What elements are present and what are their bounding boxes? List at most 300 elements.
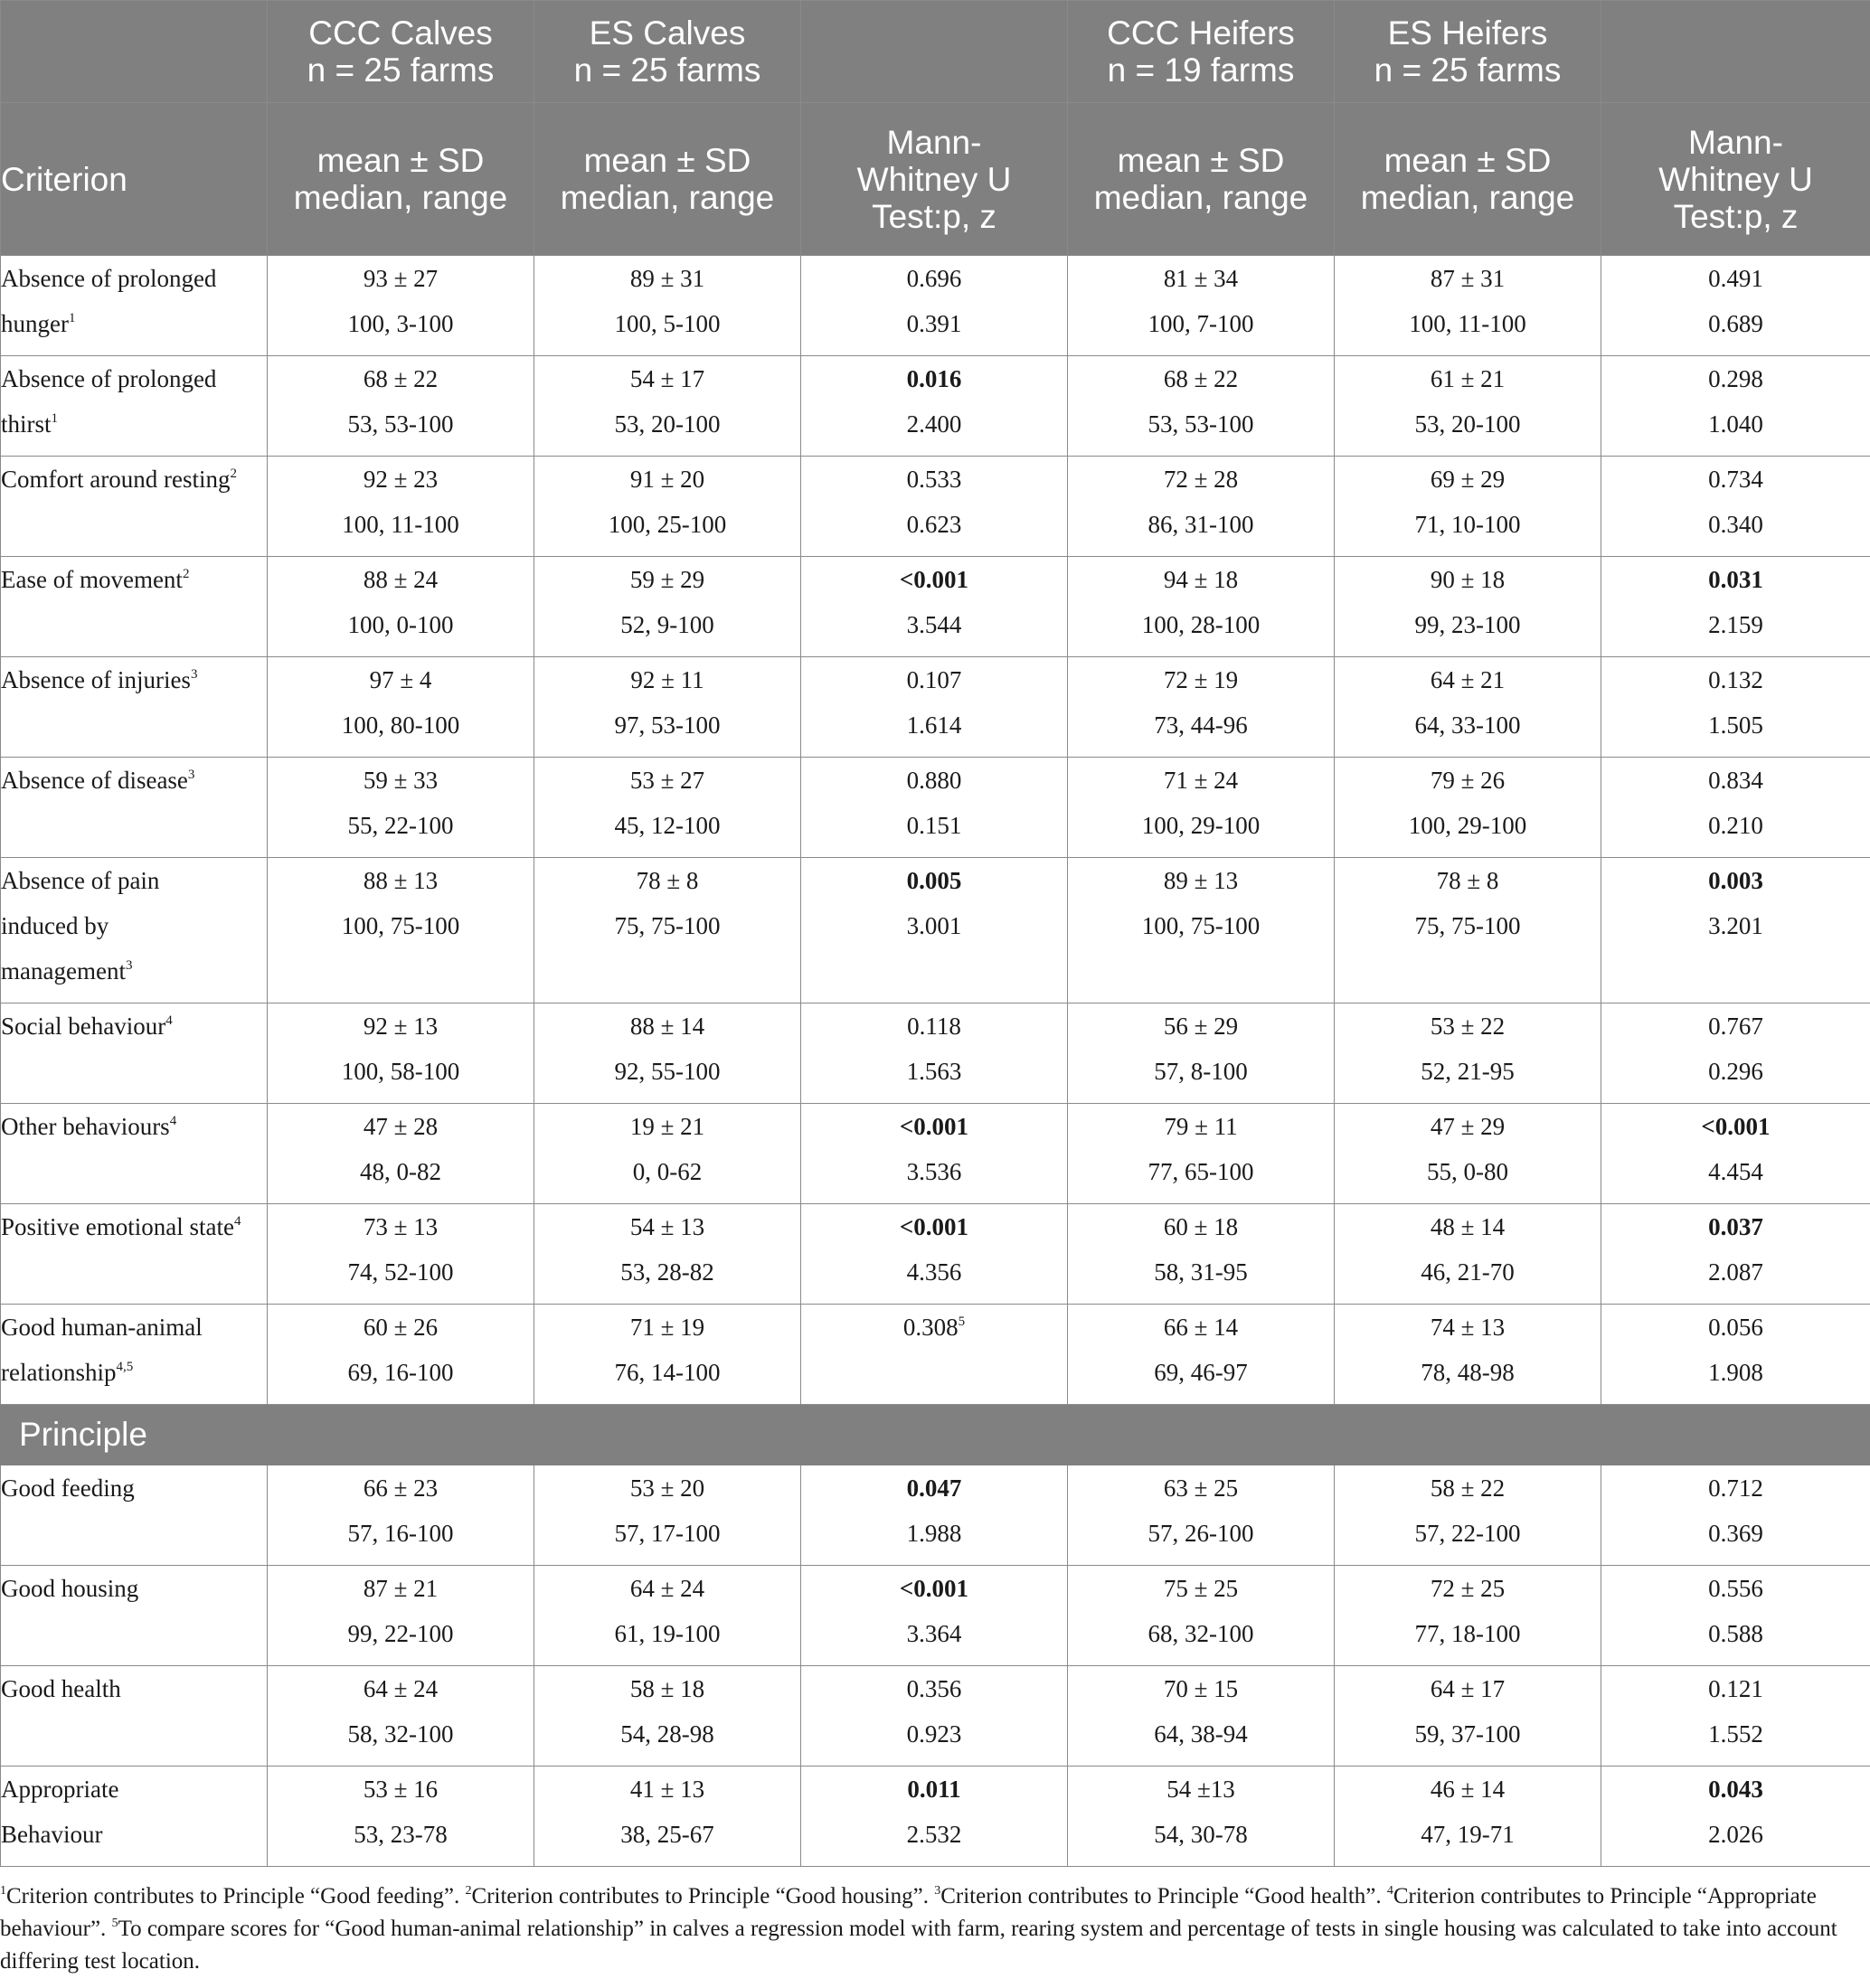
stat-cell <box>268 1566 534 1666</box>
group-header-ccc-heifers: CCC Heifers n = 19 farms <box>1068 1 1335 103</box>
z-value: 0.623 <box>906 511 962 538</box>
median-range: 100, 80-100 <box>341 711 460 739</box>
footnote-marker: 4 <box>169 1114 177 1128</box>
mean-sd: 41 ± 13 <box>629 1776 705 1803</box>
row-label <box>1 758 268 858</box>
mean-sd: 87 ± 31 <box>1430 265 1506 292</box>
mean-sd: 88 ± 14 <box>629 1013 705 1040</box>
mean-sd: 70 ± 15 <box>1163 1675 1239 1702</box>
row-label-text: Absence of prolonged thirst <box>1 365 217 438</box>
stat-cell <box>534 657 801 758</box>
p-value: 0.003 <box>1708 867 1763 894</box>
stat-cell <box>268 758 534 858</box>
stat-cell <box>1335 457 1601 557</box>
test-cell <box>801 1767 1068 1867</box>
stat-cell <box>268 1305 534 1405</box>
z-value: 4.356 <box>906 1258 962 1286</box>
row-label <box>1 1003 268 1104</box>
test-cell <box>801 1666 1068 1767</box>
test-cell <box>801 657 1068 758</box>
mean-sd: 90 ± 18 <box>1430 566 1506 593</box>
stat-cell <box>268 1666 534 1767</box>
stat-cell <box>1068 1767 1335 1867</box>
median-range: 64, 38-94 <box>1154 1720 1248 1748</box>
mean-sd: 78 ± 8 <box>1436 867 1499 894</box>
stat-cell <box>534 356 801 457</box>
mean-sd: 74 ± 13 <box>1430 1314 1506 1341</box>
stat-cell <box>1335 1204 1601 1305</box>
median-range: 69, 46-97 <box>1154 1359 1248 1386</box>
footnote-marker: 3 <box>187 768 195 782</box>
p-value: 0.043 <box>1708 1776 1763 1803</box>
stat-cell <box>1068 457 1335 557</box>
table-row <box>1 557 1870 657</box>
z-value: 2.159 <box>1708 611 1763 638</box>
footnote-text: Criterion contributes to Principle “Good feeding”. <box>6 1884 466 1908</box>
median-range: 76, 14-100 <box>614 1359 721 1386</box>
mean-sd: 19 ± 21 <box>629 1113 705 1140</box>
stat-cell <box>1335 1767 1601 1867</box>
row-label <box>1 1204 268 1305</box>
stat-cell <box>1068 1305 1335 1405</box>
table-row <box>1 1204 1870 1305</box>
median-range: 64, 33-100 <box>1414 711 1521 739</box>
table-row <box>1 858 1870 1003</box>
mean-sd: 64 ± 17 <box>1430 1675 1506 1702</box>
median-range: 54, 30-78 <box>1154 1821 1248 1848</box>
row-label-text: Absence of pain induced by management <box>1 867 160 985</box>
z-value: 1.552 <box>1708 1720 1763 1748</box>
median-range: 100, 58-100 <box>341 1058 460 1085</box>
median-range: 52, 21-95 <box>1421 1058 1515 1085</box>
mean-sd: 97 ± 4 <box>369 666 432 693</box>
p-value: 0.556 <box>1708 1575 1763 1602</box>
test-cell <box>1601 1767 1870 1867</box>
test-cell <box>801 1305 1068 1405</box>
test-cell <box>1601 1666 1870 1767</box>
table-row <box>1 1566 1870 1666</box>
mean-sd: 54 ± 13 <box>629 1213 705 1240</box>
median-range: 69, 16-100 <box>347 1359 454 1386</box>
p-value: <0.001 <box>899 1575 969 1602</box>
p-value: 0.031 <box>1708 566 1763 593</box>
footnote-text: To compare scores for “Good human-animal relationship” in calves a regression model with farm, rearing system and percentage of tests in single housing was calculated to take into account differing test location. <box>0 1917 1837 1974</box>
footnote-marker: 2 <box>465 1884 472 1898</box>
p-value: <0.001 <box>899 1213 969 1240</box>
z-value: 1.563 <box>906 1058 962 1085</box>
median-range: 53, 53-100 <box>1148 410 1254 438</box>
stat-cell <box>534 1104 801 1204</box>
z-value: 0.210 <box>1708 812 1763 839</box>
median-range: 55, 0-80 <box>1427 1158 1508 1185</box>
median-range: 45, 12-100 <box>614 812 721 839</box>
stat-cell <box>1068 1003 1335 1104</box>
row-label <box>1 1767 268 1867</box>
z-value: 1.040 <box>1708 410 1763 438</box>
row-label-text: Appropriate Behaviour <box>1 1776 119 1848</box>
p-value: <0.001 <box>899 566 969 593</box>
stat-cell <box>1068 1566 1335 1666</box>
mean-sd: 56 ± 29 <box>1163 1013 1239 1040</box>
median-range: 100, 75-100 <box>341 912 460 939</box>
stat-cell <box>1335 356 1601 457</box>
mean-sd: 68 ± 22 <box>1163 365 1239 392</box>
p-value: 0.880 <box>906 767 962 794</box>
mean-sd: 78 ± 8 <box>636 867 699 894</box>
test-cell <box>1601 858 1870 1003</box>
z-value: 3.544 <box>906 611 962 638</box>
z-value: 2.532 <box>906 1821 962 1848</box>
row-label <box>1 356 268 457</box>
p-value: 0.005 <box>906 867 962 894</box>
mean-sd: 87 ± 21 <box>363 1575 439 1602</box>
row-label <box>1 457 268 557</box>
median-range: 77, 65-100 <box>1148 1158 1254 1185</box>
median-range: 53, 20-100 <box>1414 410 1521 438</box>
mean-sd: 88 ± 13 <box>363 867 439 894</box>
z-value: 0.369 <box>1708 1520 1763 1547</box>
test-cell <box>1601 657 1870 758</box>
median-range: 73, 44-96 <box>1154 711 1248 739</box>
test-cell <box>1601 1204 1870 1305</box>
mean-sd: 46 ± 14 <box>1430 1776 1506 1803</box>
stat-cell <box>534 557 801 657</box>
z-value: 2.026 <box>1708 1821 1763 1848</box>
row-label-text: Comfort around resting <box>1 466 231 493</box>
p-value: 0.107 <box>906 666 962 693</box>
median-range: 59, 37-100 <box>1414 1720 1521 1748</box>
stat-cell <box>1068 657 1335 758</box>
table-row <box>1 1104 1870 1204</box>
p-value: 0.132 <box>1708 666 1763 693</box>
mean-sd: 54 ±13 <box>1166 1776 1235 1803</box>
mean-sd: 47 ± 29 <box>1430 1113 1506 1140</box>
median-range: 97, 53-100 <box>614 711 721 739</box>
group-header-row <box>1 1 1870 103</box>
mean-sd: 72 ± 28 <box>1163 466 1239 493</box>
stat-cell <box>534 1204 801 1305</box>
stat-cell <box>534 457 801 557</box>
mean-sd: 64 ± 24 <box>629 1575 705 1602</box>
stat-cell <box>534 1003 801 1104</box>
stat-header: mean ± SD median, range <box>1335 103 1601 256</box>
test-cell <box>1601 1465 1870 1566</box>
z-value: 2.400 <box>906 410 962 438</box>
table-row <box>1 256 1870 356</box>
median-range: 58, 32-100 <box>347 1720 454 1748</box>
footnote-marker: 4,5 <box>116 1360 134 1374</box>
mean-sd: 53 ± 20 <box>629 1475 705 1502</box>
stat-cell <box>1335 557 1601 657</box>
median-range: 68, 32-100 <box>1148 1620 1254 1647</box>
median-range: 100, 75-100 <box>1141 912 1261 939</box>
z-value: 0.923 <box>906 1720 962 1748</box>
mean-sd: 89 ± 13 <box>1163 867 1239 894</box>
p-value: 0.056 <box>1708 1314 1763 1341</box>
stat-cell <box>1335 858 1601 1003</box>
row-label <box>1 1666 268 1767</box>
table-row <box>1 1465 1870 1566</box>
stat-cell <box>1068 356 1335 457</box>
test-cell <box>801 858 1068 1003</box>
footnote-marker: 1 <box>51 411 59 426</box>
test-cell <box>1601 557 1870 657</box>
median-range: 57, 16-100 <box>347 1520 454 1547</box>
p-value: 0.118 <box>907 1013 961 1040</box>
stat-cell <box>1068 557 1335 657</box>
median-range: 57, 17-100 <box>614 1520 721 1547</box>
row-label <box>1 1465 268 1566</box>
mean-sd: 71 ± 24 <box>1163 767 1239 794</box>
stat-cell <box>1068 758 1335 858</box>
row-label <box>1 1305 268 1405</box>
mean-sd: 53 ± 22 <box>1430 1013 1506 1040</box>
mean-sd: 61 ± 21 <box>1430 365 1506 392</box>
footnote-marker: 3 <box>125 958 133 973</box>
stat-cell <box>1335 256 1601 356</box>
stat-cell <box>268 557 534 657</box>
criterion-header: Criterion <box>1 103 268 256</box>
mean-sd: 92 ± 23 <box>363 466 439 493</box>
median-range: 86, 31-100 <box>1148 511 1254 538</box>
table-row <box>1 1666 1870 1767</box>
p-value: 0.121 <box>1708 1675 1763 1702</box>
test-cell <box>1601 457 1870 557</box>
group-header-blank-calves <box>801 1 1068 103</box>
median-range: 75, 75-100 <box>1414 912 1521 939</box>
table-footnote <box>0 1880 1854 1978</box>
row-label-text: Absence of injuries <box>1 666 191 693</box>
median-range: 53, 23-78 <box>354 1821 448 1848</box>
test-cell <box>1601 758 1870 858</box>
stat-cell <box>268 457 534 557</box>
row-label-text: Other behaviours <box>1 1113 170 1140</box>
row-label-text: Positive emotional state <box>1 1213 234 1240</box>
p-value: <0.001 <box>899 1113 969 1140</box>
p-value: 0.308$^5$ <box>902 1314 966 1341</box>
test-header: Mann- Whitney U Test:p, z <box>1601 103 1870 256</box>
footnote-marker: 3 <box>934 1884 941 1898</box>
principle-section-header <box>1 1405 1870 1465</box>
median-range: 47, 19-71 <box>1421 1821 1515 1848</box>
mean-sd: 69 ± 29 <box>1430 466 1506 493</box>
test-cell <box>801 256 1068 356</box>
p-value: <0.001 <box>1701 1113 1771 1140</box>
mean-sd: 75 ± 25 <box>1163 1575 1239 1602</box>
mean-sd: 68 ± 22 <box>363 365 439 392</box>
z-value: 1.908 <box>1708 1359 1763 1386</box>
stat-cell <box>1068 256 1335 356</box>
stat-cell <box>1335 1566 1601 1666</box>
stat-cell <box>268 1767 534 1867</box>
mean-sd: 59 ± 29 <box>629 566 705 593</box>
footnote-marker: 4 <box>1386 1884 1393 1898</box>
row-label-text: Absence of prolonged hunger <box>1 265 217 337</box>
median-range: 61, 19-100 <box>614 1620 721 1647</box>
mean-sd: 72 ± 19 <box>1163 666 1239 693</box>
principle-label: Principle <box>1 1405 1870 1465</box>
mean-sd: 79 ± 26 <box>1430 767 1506 794</box>
mean-sd: 59 ± 33 <box>363 767 439 794</box>
median-range: 75, 75-100 <box>614 912 721 939</box>
mean-sd: 64 ± 24 <box>363 1675 439 1702</box>
median-range: 99, 23-100 <box>1414 611 1521 638</box>
test-cell <box>1601 1104 1870 1204</box>
mean-sd: 89 ± 31 <box>629 265 705 292</box>
row-label-text: Ease of movement <box>1 566 183 593</box>
stat-cell <box>268 1204 534 1305</box>
stat-cell <box>1335 1003 1601 1104</box>
mean-sd: 48 ± 14 <box>1430 1213 1506 1240</box>
mean-sd: 94 ± 18 <box>1163 566 1239 593</box>
mean-sd: 53 ± 16 <box>363 1776 439 1803</box>
mean-sd: 47 ± 28 <box>363 1113 439 1140</box>
group-header-ccc-calves: CCC Calves n = 25 farms <box>268 1 534 103</box>
footnote-text: Criterion contributes to Principle “Good health”. <box>940 1884 1387 1908</box>
group-header-blank-heifers <box>1601 1 1870 103</box>
stat-cell <box>1068 1104 1335 1204</box>
footnote-marker: 5 <box>111 1917 118 1930</box>
row-label <box>1 256 268 356</box>
table-row <box>1 1305 1870 1405</box>
z-value: 3.001 <box>906 912 962 939</box>
mean-sd: 66 ± 14 <box>1163 1314 1239 1341</box>
median-range: 92, 55-100 <box>614 1058 721 1085</box>
stat-cell <box>268 1465 534 1566</box>
stat-cell <box>1335 758 1601 858</box>
median-range: 100, 3-100 <box>347 310 454 337</box>
stat-cell <box>268 858 534 1003</box>
median-range: 78, 48-98 <box>1421 1359 1515 1386</box>
stat-cell <box>1335 1305 1601 1405</box>
p-value: 0.834 <box>1708 767 1763 794</box>
table-row <box>1 758 1870 858</box>
p-value: 0.037 <box>1708 1213 1763 1240</box>
median-range: 100, 28-100 <box>1141 611 1261 638</box>
test-cell <box>1601 256 1870 356</box>
mean-sd: 58 ± 22 <box>1430 1475 1506 1502</box>
stat-cell <box>534 1566 801 1666</box>
p-value: 0.016 <box>906 365 962 392</box>
p-value: 0.734 <box>1708 466 1763 493</box>
z-value: 0.689 <box>1708 310 1763 337</box>
p-value: 0.356 <box>906 1675 962 1702</box>
row-label <box>1 858 268 1003</box>
median-range: 52, 9-100 <box>620 611 714 638</box>
footnote-marker: 2 <box>230 466 237 481</box>
footnote-marker: 1 <box>0 1884 6 1898</box>
p-value: 0.533 <box>906 466 962 493</box>
median-range: 100, 0-100 <box>347 611 454 638</box>
footnote-text: Criterion contributes to Principle “Good housing”. <box>471 1884 935 1908</box>
test-cell <box>801 1566 1068 1666</box>
row-label-text: Good health <box>1 1675 121 1702</box>
test-cell <box>1601 356 1870 457</box>
p-value: 0.767 <box>1708 1013 1763 1040</box>
median-range: 0, 0-62 <box>632 1158 703 1185</box>
mean-sd: 60 ± 18 <box>1163 1213 1239 1240</box>
median-range: 71, 10-100 <box>1414 511 1521 538</box>
mean-sd: 93 ± 27 <box>363 265 439 292</box>
z-value: 3.536 <box>906 1158 962 1185</box>
median-range: 100, 7-100 <box>1148 310 1254 337</box>
header-corner <box>1 1 268 103</box>
table-row <box>1 1767 1870 1867</box>
stat-cell <box>534 1666 801 1767</box>
stat-header: mean ± SD median, range <box>268 103 534 256</box>
row-label-text: Good human-animal relationship <box>1 1314 203 1386</box>
test-cell <box>801 1204 1068 1305</box>
row-label <box>1 657 268 758</box>
stat-cell <box>534 858 801 1003</box>
z-value: 0.151 <box>906 812 962 839</box>
footnote-marker: 4 <box>233 1214 241 1229</box>
test-cell <box>801 1104 1068 1204</box>
stat-cell <box>1335 1666 1601 1767</box>
z-value: 0.391 <box>906 310 962 337</box>
mean-sd: 54 ± 17 <box>629 365 705 392</box>
footnote-marker: 2 <box>182 567 190 581</box>
median-range: 58, 31-95 <box>1154 1258 1248 1286</box>
test-cell <box>1601 1003 1870 1104</box>
table-body <box>1 256 1870 1867</box>
stat-cell <box>268 356 534 457</box>
mean-sd: 63 ± 25 <box>1163 1475 1239 1502</box>
median-range: 100, 11-100 <box>342 511 459 538</box>
median-range: 57, 26-100 <box>1148 1520 1254 1547</box>
group-header-es-heifers: ES Heifers n = 25 farms <box>1335 1 1601 103</box>
z-value: 4.454 <box>1708 1158 1763 1185</box>
median-range: 57, 8-100 <box>1154 1058 1248 1085</box>
median-range: 100, 5-100 <box>614 310 721 337</box>
stat-cell <box>1335 657 1601 758</box>
p-value: 0.696 <box>906 265 962 292</box>
test-cell <box>1601 1305 1870 1405</box>
mean-sd: 66 ± 23 <box>363 1475 439 1502</box>
row-label-text: Absence of disease <box>1 767 188 794</box>
table-row <box>1 356 1870 457</box>
mean-sd: 58 ± 18 <box>629 1675 705 1702</box>
p-value: 0.491 <box>1708 265 1763 292</box>
test-cell <box>801 557 1068 657</box>
z-value: 2.087 <box>1708 1258 1763 1286</box>
footnote-marker: 3 <box>190 667 198 682</box>
row-label-text: Good housing <box>1 1575 139 1602</box>
mean-sd: 64 ± 21 <box>1430 666 1506 693</box>
median-range: 53, 20-100 <box>614 410 721 438</box>
stat-cell <box>534 758 801 858</box>
median-range: 55, 22-100 <box>347 812 454 839</box>
test-header: Mann- Whitney U Test:p, z <box>801 103 1068 256</box>
stat-cell <box>1068 858 1335 1003</box>
stat-cell <box>1068 1465 1335 1566</box>
z-value: 1.614 <box>906 711 962 739</box>
median-range: 46, 21-70 <box>1421 1258 1515 1286</box>
stat-cell <box>534 1767 801 1867</box>
mean-sd: 81 ± 34 <box>1163 265 1239 292</box>
row-label-text: Social behaviour <box>1 1013 166 1040</box>
stat-cell <box>268 1104 534 1204</box>
p-value: 0.011 <box>907 1776 961 1803</box>
stat-cell <box>268 256 534 356</box>
median-range: 100, 29-100 <box>1408 812 1527 839</box>
median-range: 100, 25-100 <box>608 511 727 538</box>
z-value: 3.364 <box>906 1620 962 1647</box>
table-row <box>1 1003 1870 1104</box>
z-value: 1.505 <box>1708 711 1763 739</box>
test-cell <box>801 758 1068 858</box>
footnote-marker: 4 <box>165 1013 173 1028</box>
